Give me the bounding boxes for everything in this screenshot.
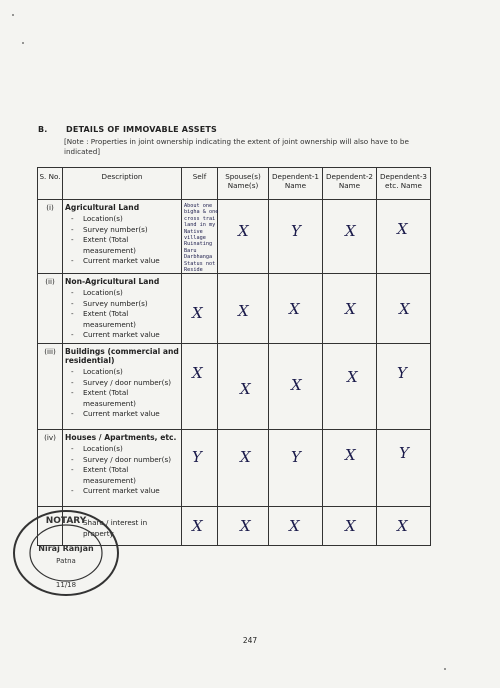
handwritten-mark: X xyxy=(192,304,203,322)
row-description xyxy=(63,274,182,344)
handwritten-mark: X xyxy=(238,302,249,320)
cell-dependent-3 xyxy=(377,274,431,344)
cell-dependent-2 xyxy=(323,344,377,430)
cell-spouse xyxy=(218,274,269,344)
cell-self xyxy=(182,274,218,344)
row-item: - Extent (Total measurement) xyxy=(65,235,179,256)
table-row xyxy=(38,430,431,507)
row-title: Houses / Apartments, etc. xyxy=(65,433,177,442)
notary-stamp xyxy=(8,507,128,599)
page-number: 247 xyxy=(242,636,258,645)
row-description xyxy=(63,344,182,430)
handwritten-mark: X xyxy=(291,376,302,394)
handwritten-mark: X xyxy=(345,222,356,240)
row-item: - Current market value xyxy=(65,409,179,420)
cell-dependent-2 xyxy=(323,430,377,507)
row-item: - Location(s) xyxy=(65,288,179,299)
handwritten-mark: X xyxy=(399,300,410,318)
handwritten-mark: X xyxy=(345,446,356,464)
handwritten-mark: X xyxy=(192,364,203,382)
handwritten-mark: Y xyxy=(291,448,301,466)
header-self: Self xyxy=(182,168,218,200)
header-sno: S. No. xyxy=(38,168,63,200)
handwritten-mark: X xyxy=(240,448,251,466)
row-sno: (ii) xyxy=(38,274,63,344)
handwritten-mark: Y xyxy=(399,444,409,462)
row-item: - Current market value xyxy=(65,330,179,341)
cell-dependent-3 xyxy=(377,430,431,507)
row-item: - Current market value xyxy=(65,256,179,267)
scan-speck xyxy=(444,668,446,670)
row-item: - Survey number(s) xyxy=(65,225,179,236)
row-sno: (iii) xyxy=(38,344,63,430)
handwritten-mark: X xyxy=(347,368,358,386)
handwritten-mark: Y xyxy=(397,364,407,382)
handwritten-mark: X xyxy=(345,300,356,318)
cell-spouse xyxy=(218,507,269,546)
row-title: Agricultural Land xyxy=(65,203,140,212)
handwritten-mark: X xyxy=(289,300,300,318)
section-heading xyxy=(38,125,217,134)
cell-dependent-1 xyxy=(269,507,323,546)
header-dependent-3: Dependent-3 etc. Name xyxy=(377,168,431,200)
header-dependent-1: Dependent-1 Name xyxy=(269,168,323,200)
stamp-name: Niraj Ranjan xyxy=(38,544,94,553)
row-item: - Current market value xyxy=(65,486,179,497)
section-note: [Note : Properties in joint ownership indicating the extent of joint ownership will also have to be indicated] xyxy=(64,137,409,156)
handwritten-mark: Y xyxy=(192,448,202,466)
handwritten-mark: X xyxy=(345,517,356,535)
handwritten-mark: X xyxy=(397,220,408,238)
stamp-reg: 11/18 xyxy=(55,581,77,589)
section-number: B. xyxy=(38,125,48,134)
table-row xyxy=(38,274,431,344)
header-spouse: Spouse(s) Name(s) xyxy=(218,168,269,200)
row-item: - Survey / door number(s) xyxy=(65,455,179,466)
handwritten-mark: X xyxy=(240,517,251,535)
table-row xyxy=(38,344,431,430)
handwritten-mark: Y xyxy=(291,222,301,240)
row-item: - Location(s) xyxy=(65,214,179,225)
row-description xyxy=(63,430,182,507)
row-item: - Extent (Total measurement) xyxy=(65,388,179,409)
handwritten-mark: X xyxy=(397,517,408,535)
handwritten-mark: X xyxy=(192,517,203,535)
table-row xyxy=(38,200,431,274)
handwritten-note: About one bigha & one cross trai land in my Native village Ruinating Baru Darbhanga Status not Reside xyxy=(184,203,219,274)
scan-speck xyxy=(12,14,14,16)
cell-dependent-2 xyxy=(323,200,377,274)
row-description xyxy=(63,200,182,274)
row-item: - Share / interest in property xyxy=(65,518,179,539)
handwritten-mark: X xyxy=(240,380,251,398)
cell-spouse xyxy=(218,344,269,430)
cell-self xyxy=(182,344,218,430)
cell-dependent-3 xyxy=(377,507,431,546)
row-item: - Extent (Total measurement) xyxy=(65,309,179,330)
cell-self xyxy=(182,430,218,507)
header-dependent-2: Dependent-2 Name xyxy=(323,168,377,200)
handwritten-mark: X xyxy=(289,517,300,535)
cell-dependent-1 xyxy=(269,200,323,274)
row-item: - Location(s) xyxy=(65,444,179,455)
cell-dependent-3 xyxy=(377,200,431,274)
cell-dependent-2 xyxy=(323,274,377,344)
cell-self xyxy=(182,507,218,546)
row-item: - Extent (Total measurement) xyxy=(65,465,179,486)
row-title: Buildings (commercial and residential) xyxy=(65,347,179,365)
stamp-place: Patna xyxy=(56,557,76,565)
cell-dependent-2 xyxy=(323,507,377,546)
cell-dependent-3 xyxy=(377,344,431,430)
header-description: Description xyxy=(63,168,182,200)
cell-dependent-1 xyxy=(269,344,323,430)
scan-speck xyxy=(22,42,24,44)
row-title: Non-Agricultural Land xyxy=(65,277,160,286)
cell-dependent-1 xyxy=(269,430,323,507)
handwritten-mark: X xyxy=(238,222,249,240)
immovable-assets-table xyxy=(37,167,431,546)
cell-spouse xyxy=(218,430,269,507)
row-sno: (i) xyxy=(38,200,63,274)
row-item: - Survey / door number(s) xyxy=(65,378,179,389)
cell-spouse xyxy=(218,200,269,274)
row-sno: (iv) xyxy=(38,430,63,507)
cell-self xyxy=(182,200,218,274)
section-title: DETAILS OF IMMOVABLE ASSETS xyxy=(66,125,218,134)
stamp-top-text: NOTARY xyxy=(45,516,87,526)
header-row xyxy=(38,168,431,200)
cell-dependent-1 xyxy=(269,274,323,344)
row-item: - Survey number(s) xyxy=(65,299,179,310)
row-item: - Location(s) xyxy=(65,367,179,378)
